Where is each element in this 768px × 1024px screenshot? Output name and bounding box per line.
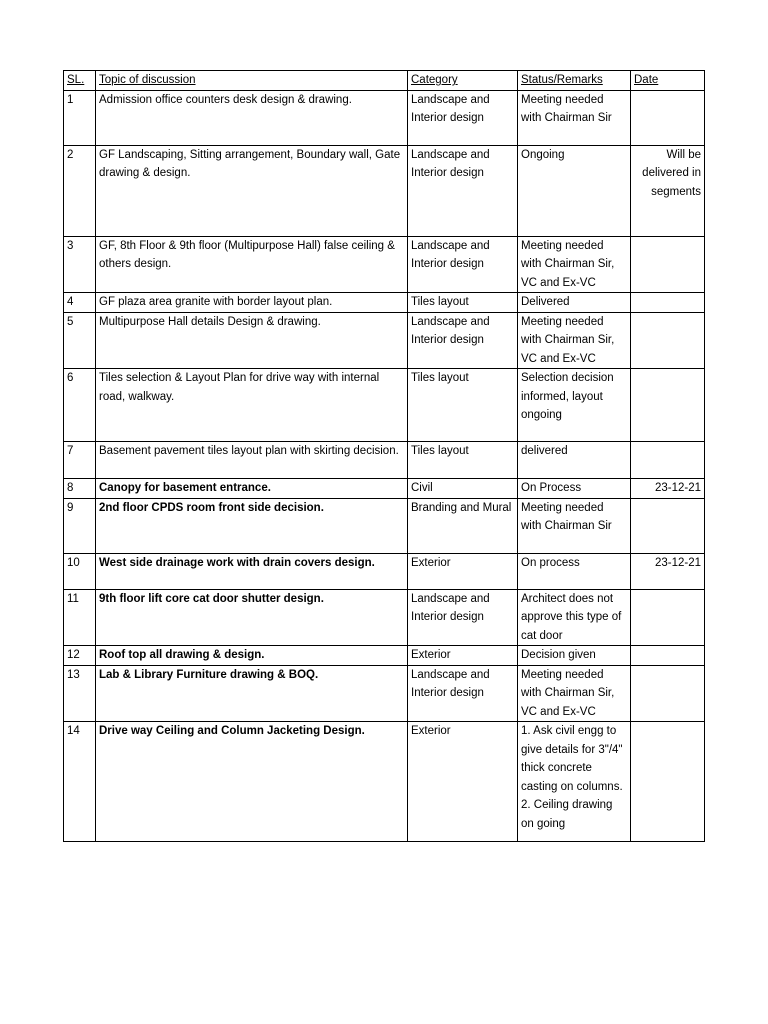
cell-date [631, 293, 705, 313]
cell-category: Branding and Mural [408, 498, 518, 553]
cell-sl: 10 [64, 553, 96, 589]
cell-sl: 9 [64, 498, 96, 553]
table-row [64, 646, 705, 666]
table-row [64, 665, 705, 722]
cell-sl: 1 [64, 90, 96, 145]
cell-category: Tiles layout [408, 369, 518, 442]
table-row [64, 498, 705, 553]
cell-date [631, 665, 705, 722]
cell-topic: GF, 8th Floor & 9th floor (Multipurpose Hall) false ceiling & others design. [96, 236, 408, 293]
cell-date [631, 498, 705, 553]
cell-sl: 2 [64, 145, 96, 236]
cell-status: Architect does not approve this type of cat door [518, 589, 631, 646]
cell-category: Civil [408, 479, 518, 499]
header-row [64, 71, 705, 91]
table-row [64, 90, 705, 145]
cell-status: Meeting needed with Chairman Sir [518, 498, 631, 553]
cell-topic: Roof top all drawing & design. [96, 646, 408, 666]
cell-topic: 9th floor lift core cat door shutter design. [96, 589, 408, 646]
cell-sl: 4 [64, 293, 96, 313]
cell-date [631, 442, 705, 479]
cell-date [631, 589, 705, 646]
header-sl: SL. [64, 71, 96, 91]
cell-date [631, 90, 705, 145]
table-row [64, 479, 705, 499]
cell-category: Landscape and Interior design [408, 312, 518, 369]
cell-category: Landscape and Interior design [408, 665, 518, 722]
cell-topic: Tiles selection & Layout Plan for drive way with internal road, walkway. [96, 369, 408, 442]
discussion-table [63, 70, 705, 842]
header-status: Status/Remarks [518, 71, 631, 91]
cell-category: Tiles layout [408, 442, 518, 479]
cell-date [631, 236, 705, 293]
cell-date: 23-12-21 [631, 553, 705, 589]
cell-date: Will be delivered in segments [631, 145, 705, 236]
cell-status: 1. Ask civil engg to give details for 3"/4" thick concrete casting on columns. 2. Ceiling drawing on going [518, 722, 631, 842]
header-topic: Topic of discussion [96, 71, 408, 91]
cell-sl: 6 [64, 369, 96, 442]
cell-category: Landscape and Interior design [408, 145, 518, 236]
cell-sl: 11 [64, 589, 96, 646]
table-row [64, 442, 705, 479]
cell-date: 23-12-21 [631, 479, 705, 499]
header-category: Category [408, 71, 518, 91]
cell-topic: Multipurpose Hall details Design & drawing. [96, 312, 408, 369]
cell-category: Exterior [408, 646, 518, 666]
cell-topic: Admission office counters desk design & drawing. [96, 90, 408, 145]
cell-status: Decision given [518, 646, 631, 666]
cell-category: Landscape and Interior design [408, 90, 518, 145]
cell-sl: 7 [64, 442, 96, 479]
cell-status: On Process [518, 479, 631, 499]
cell-topic: GF Landscaping, Sitting arrangement, Boundary wall, Gate drawing & design. [96, 145, 408, 236]
cell-status: Meeting needed with Chairman Sir, VC and Ex-VC [518, 665, 631, 722]
cell-sl: 3 [64, 236, 96, 293]
table-row [64, 236, 705, 293]
cell-date [631, 369, 705, 442]
cell-status: Ongoing [518, 145, 631, 236]
cell-topic: 2nd floor CPDS room front side decision. [96, 498, 408, 553]
cell-topic: West side drainage work with drain covers design. [96, 553, 408, 589]
cell-sl: 14 [64, 722, 96, 842]
cell-topic: GF plaza area granite with border layout plan. [96, 293, 408, 313]
cell-date [631, 646, 705, 666]
cell-sl: 13 [64, 665, 96, 722]
cell-category: Tiles layout [408, 293, 518, 313]
cell-category: Exterior [408, 722, 518, 842]
cell-topic: Basement pavement tiles layout plan with skirting decision. [96, 442, 408, 479]
cell-category: Landscape and Interior design [408, 589, 518, 646]
cell-status: Selection decision informed, layout ongoing [518, 369, 631, 442]
cell-status: delivered [518, 442, 631, 479]
table-row [64, 312, 705, 369]
table-row [64, 145, 705, 236]
cell-topic: Lab & Library Furniture drawing & BOQ. [96, 665, 408, 722]
table-row [64, 293, 705, 313]
cell-status: Meeting needed with Chairman Sir, VC and Ex-VC [518, 312, 631, 369]
cell-sl: 8 [64, 479, 96, 499]
cell-status: Delivered [518, 293, 631, 313]
table-row [64, 722, 705, 842]
cell-category: Landscape and Interior design [408, 236, 518, 293]
cell-category: Exterior [408, 553, 518, 589]
cell-date [631, 722, 705, 842]
cell-status: On process [518, 553, 631, 589]
cell-date [631, 312, 705, 369]
cell-sl: 5 [64, 312, 96, 369]
table-row [64, 589, 705, 646]
cell-topic: Canopy for basement entrance. [96, 479, 408, 499]
header-date: Date [631, 71, 705, 91]
cell-status: Meeting needed with Chairman Sir, VC and Ex-VC [518, 236, 631, 293]
cell-topic: Drive way Ceiling and Column Jacketing Design. [96, 722, 408, 842]
cell-status: Meeting needed with Chairman Sir [518, 90, 631, 145]
table-row [64, 553, 705, 589]
cell-sl: 12 [64, 646, 96, 666]
table-row [64, 369, 705, 442]
